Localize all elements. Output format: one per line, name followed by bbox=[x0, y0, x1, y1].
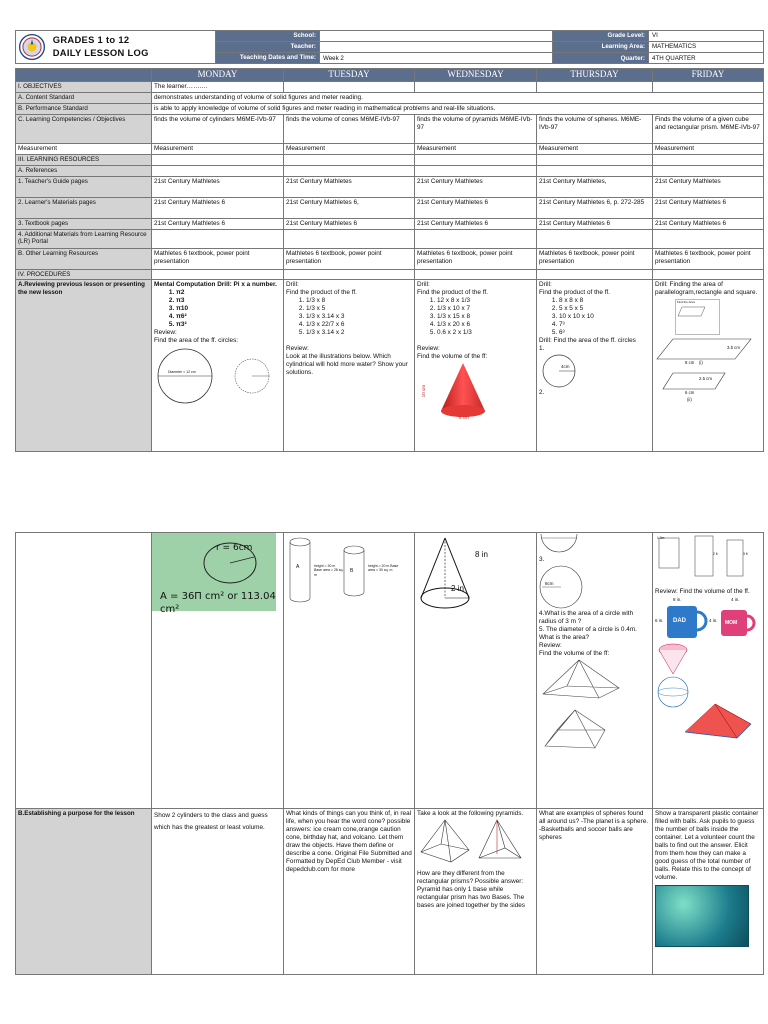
area-value: MATHEMATICS bbox=[649, 42, 764, 53]
mon-area-cell bbox=[152, 533, 284, 809]
tue-drill: Drill: bbox=[286, 281, 299, 289]
wed-cone-cell bbox=[415, 533, 537, 809]
lm-label: 2. Learner's Materials pages bbox=[16, 197, 152, 218]
lesson-log-page-1 bbox=[15, 30, 763, 452]
list-item: 4. 7³ bbox=[559, 321, 650, 329]
area-formula: A = 36Π cm² or 113.04 cm² bbox=[160, 591, 276, 615]
list-item: 5. 6³ bbox=[559, 329, 650, 337]
thu-drill2: Drill: Find the area of the ff. circles bbox=[539, 337, 636, 345]
fri-purpose: Show a transparent plastic container filled with balls. Ask pupils to guess the number of balls inside the container. Let a volunteer count the balls to find out the answer. Elicit from them how they can make a good guess of the total number of balls. Relate this to the concept of volume. bbox=[655, 810, 759, 881]
thu-review: Review: bbox=[539, 642, 562, 649]
area-worksheet bbox=[675, 299, 720, 335]
mon-circles bbox=[154, 345, 281, 407]
thu-circle-1 bbox=[539, 353, 650, 389]
list-item: 1. 1/3 x 8 bbox=[306, 297, 412, 305]
content-std-label: A. Content Standard bbox=[16, 93, 152, 104]
wed-purpose1: Take a look at the following pyramids. bbox=[417, 810, 524, 817]
tue-review-text: Look at the illustrations below. Which cylindrical will hold more water? Show your solutions. bbox=[286, 353, 408, 377]
rectangles-icon bbox=[655, 534, 763, 588]
wed-purpose-cell bbox=[415, 809, 537, 975]
quarter-value: 4TH QUARTER bbox=[649, 53, 764, 64]
circle-icon bbox=[539, 353, 579, 389]
lesson-table-continued bbox=[15, 532, 764, 975]
references-label: A. References bbox=[16, 165, 152, 176]
thu-circles-cell bbox=[537, 533, 653, 809]
thu-n1: 1. bbox=[539, 345, 545, 353]
thu-review-cell bbox=[537, 280, 653, 452]
circles-figure bbox=[154, 345, 274, 407]
wed-review: Review: bbox=[417, 345, 440, 353]
wed-review-cell bbox=[415, 280, 537, 452]
list-item: 2. 1/3 x 5 bbox=[306, 305, 412, 313]
radius-note: r = 6cm bbox=[216, 543, 253, 553]
circle3-radius: 8cm bbox=[545, 581, 554, 586]
content-std-value: demonstrates understanding of volume of solid figures and meter reading. bbox=[152, 93, 764, 104]
day-wednesday: WEDNESDAY bbox=[415, 69, 537, 82]
tue-cylinder-cell bbox=[284, 533, 415, 809]
measurement-wed: Measurement bbox=[415, 144, 537, 155]
grade-value: VI bbox=[649, 31, 764, 42]
other-wed: Mathletes 6 textbook, power point presentation bbox=[415, 248, 537, 269]
cylinder-b-info: height = 20 m Base area = 30 sq. m bbox=[368, 564, 399, 573]
cylinder-a-label: A bbox=[296, 564, 300, 570]
teacher-value bbox=[320, 42, 553, 53]
list-item: 1. 8 x 8 x 8 bbox=[559, 297, 650, 305]
quarter-label: Quarter: bbox=[553, 53, 649, 64]
rect2-dim: 2 ft bbox=[713, 552, 718, 556]
comp-thu: finds the volume of spheres. M6ME-IVb-97 bbox=[537, 115, 653, 144]
tb-thu: 21st Century Mathletes 6 bbox=[537, 218, 653, 229]
circle-label: Diameter = 12 cm bbox=[168, 370, 196, 375]
list-item: 5. π3² bbox=[176, 321, 281, 329]
thu-drill-text: Find the product of the ff. bbox=[539, 289, 610, 297]
grade-label: Grade Level: bbox=[553, 31, 649, 42]
other-fri: Mathletes 6 textbook, power point presentation bbox=[653, 248, 764, 269]
thu-n3: 3. bbox=[539, 556, 545, 563]
mon-review-text: Find the area of the ff. circles: bbox=[154, 337, 239, 345]
comp-wed: finds the volume of pyramids M6ME-IVb-97 bbox=[415, 115, 537, 144]
comp-tue: finds the volume of cones M6ME-IVb-97 bbox=[284, 115, 415, 144]
list-item: 2. π3 bbox=[176, 297, 281, 305]
pyramids-icon bbox=[539, 658, 647, 754]
circle-radius: 4cm bbox=[561, 364, 570, 370]
measurement-thu: Measurement bbox=[537, 144, 653, 155]
red-cone-figure bbox=[421, 361, 534, 423]
objectives-label: I. OBJECTIVES bbox=[16, 82, 152, 93]
tg-wed: 21st Century Mathletes bbox=[415, 176, 537, 197]
day-monday: MONDAY bbox=[152, 69, 284, 82]
circle-icon bbox=[539, 564, 585, 610]
fri-drill: Drill: Finding the area of parallelogram,rectangle and square. bbox=[655, 281, 758, 297]
procedures-label: IV. PROCEDURES bbox=[16, 269, 152, 280]
mug2-height: 4 in. bbox=[709, 618, 718, 623]
para2-tag: (ii) bbox=[687, 397, 692, 403]
thu-drill: Drill: bbox=[539, 281, 552, 289]
review-label: A.Reviewing previous lesson or presenting the new lesson bbox=[16, 280, 152, 452]
solids-icon bbox=[655, 640, 763, 740]
dates-value: Week 2 bbox=[320, 53, 553, 64]
fri-review: Review: Find the volume of the ff. bbox=[655, 588, 750, 595]
tg-label: 1. Teacher's Guide pages bbox=[16, 176, 152, 197]
lm-tue: 21st Century Mathletes 6, bbox=[284, 197, 415, 218]
thu-q5: 5. The diameter of a circle is 0.4m. What is the area? bbox=[539, 626, 637, 641]
lm-thu: 21st Century Mathletes 6, p. 272-285 bbox=[537, 197, 653, 218]
school-label: School: bbox=[216, 31, 320, 42]
empty-left-cell bbox=[16, 533, 152, 809]
list-item: 5. 1/3 x 3.14 x 2 bbox=[306, 329, 412, 337]
mug2-width: 4 in. bbox=[731, 597, 740, 602]
fri-review2-cell bbox=[653, 533, 764, 809]
measurement-tue: Measurement bbox=[284, 144, 415, 155]
rect1-dim: 1.3m bbox=[657, 536, 665, 540]
cone2-radius: 2 in bbox=[451, 584, 464, 593]
rect3-dim: 3 ft bbox=[743, 552, 748, 556]
mon-review: Review: bbox=[154, 329, 177, 337]
mug1-label: DAD bbox=[673, 618, 686, 624]
cone-height: 10 cm bbox=[421, 385, 426, 398]
tue-drill-text: Find the product of the ff. bbox=[286, 289, 357, 297]
tg-tue: 21st Century Mathletes bbox=[284, 176, 415, 197]
list-item: 3. 10 x 10 x 10 bbox=[559, 313, 650, 321]
deped-seal-icon bbox=[19, 34, 45, 60]
container-photo bbox=[655, 885, 749, 947]
tue-review-cell bbox=[284, 280, 415, 452]
list-item: 3. 1/3 x 3.14 x 3 bbox=[306, 313, 412, 321]
tb-mon: 21st Century Mathletes 6 bbox=[152, 218, 284, 229]
list-item: 1. π2 bbox=[176, 289, 281, 297]
perf-std-label: B. Performance Standard bbox=[16, 104, 152, 115]
para1-base: 8 cm bbox=[685, 360, 695, 366]
other-label: B. Other Learning Resources bbox=[16, 248, 152, 269]
list-item: 3. π10 bbox=[176, 305, 281, 313]
area-label: Learning Area: bbox=[553, 42, 649, 53]
list-item: 1. 12 x 8 x 1/3 bbox=[437, 297, 534, 305]
wed-purpose2: How are they different from the rectangular prisms? Possible answer: Pyramid has only 1 base while rectangular prism has two Bases. The bases are joined together by the sides bbox=[417, 870, 526, 909]
purpose-label: B.Establishing a purpose for the lesson bbox=[16, 809, 152, 975]
other-mon: Mathletes 6 textbook, power point presentation bbox=[152, 248, 284, 269]
school-value bbox=[320, 31, 553, 42]
wed-review-text: Find the volume of the ff: bbox=[417, 353, 488, 361]
rectangles-figure bbox=[655, 534, 761, 588]
corner-cell bbox=[16, 69, 152, 82]
thu-review-text: Find the volume of the ff: bbox=[539, 650, 610, 657]
thu-circle-3 bbox=[539, 564, 650, 610]
pyramids-outline-icon bbox=[417, 818, 537, 870]
list-item: 4. 1/3 x 20 x 6 bbox=[437, 321, 534, 329]
objectives-value: The learner………. bbox=[152, 82, 284, 93]
thu-q4: 4.What is the area of a circle with radius of 3 m ? bbox=[539, 610, 634, 625]
area-photo bbox=[152, 533, 276, 615]
other-thu: Mathletes 6 textbook, power point presentation bbox=[537, 248, 653, 269]
header-table bbox=[15, 30, 764, 64]
fri-review-cell bbox=[653, 280, 764, 452]
cone2-height: 8 in bbox=[475, 550, 488, 559]
circle-icon bbox=[539, 534, 579, 556]
wed-drill: Drill: bbox=[417, 281, 430, 289]
para2-base: 6 cm bbox=[685, 390, 695, 396]
parallelograms-figure bbox=[655, 337, 763, 397]
cylinder-a-info: height = 30 m Base area = 28 sq. m bbox=[314, 564, 344, 577]
list-item: 2. 5 x 5 x 5 bbox=[559, 305, 650, 313]
dates-label: Teaching Dates and Time: bbox=[216, 53, 320, 64]
mug1-width: 8 in. bbox=[673, 597, 682, 602]
day-tuesday: TUESDAY bbox=[284, 69, 415, 82]
thu-purpose: What are examples of spheres found all around us? -The planet is a sphere. -Basketballs and soccer balls are spheres bbox=[537, 809, 653, 975]
competencies-label: C. Learning Competencies / Objectives bbox=[16, 115, 152, 144]
add-label: 4. Additional Materials from Learning Resource (LR) Portal bbox=[16, 229, 152, 248]
title-line1: GRADES 1 to 12 bbox=[52, 34, 130, 46]
tb-label: 3. Textbook pages bbox=[16, 218, 152, 229]
tg-mon: 21st Century Mathletes bbox=[152, 176, 284, 197]
lm-wed: 21st Century Mathletes 6 bbox=[415, 197, 537, 218]
comp-mon: finds the volume of cylinders M6ME-IVb-97 bbox=[152, 115, 284, 144]
para1-tag: (i) bbox=[699, 360, 703, 366]
para2-height: 2.5 cm bbox=[699, 376, 712, 382]
mug2-label: MOM bbox=[725, 620, 738, 626]
parallelogram-icon bbox=[677, 305, 707, 317]
cylinders-figure bbox=[286, 534, 412, 606]
tb-tue: 21st Century Mathletes 6 bbox=[284, 218, 415, 229]
cylinder-b-label: B bbox=[350, 568, 354, 574]
wed-drill-text: Find the product of the ff. bbox=[417, 289, 488, 297]
mugs-figure bbox=[655, 596, 761, 640]
para1-height: 3.5 cm bbox=[727, 345, 740, 351]
tb-fri: 21st Century Mathletes 6 bbox=[653, 218, 764, 229]
title-line2: DAILY LESSON LOG bbox=[52, 47, 149, 58]
tg-fri: 21st Century Mathletes bbox=[653, 176, 764, 197]
teacher-label: Teacher: bbox=[216, 42, 320, 53]
thu-n2: 2. bbox=[539, 389, 545, 397]
measurement-fri: Measurement bbox=[653, 144, 764, 155]
mon-review-cell bbox=[152, 280, 284, 452]
other-tue: Mathletes 6 textbook, power point presentation bbox=[284, 248, 415, 269]
tb-wed: 21st Century Mathletes 6 bbox=[415, 218, 537, 229]
list-item: 4. 1/3 x 22/7 x 6 bbox=[306, 321, 412, 329]
fri-area-fig bbox=[655, 297, 761, 337]
list-item: 2. 1/3 x 10 x 7 bbox=[437, 305, 534, 313]
title-block bbox=[16, 31, 216, 64]
perf-std-value: is able to apply knowledge of volume of solid figures and meter reading in mathematical problems and real-life situations. bbox=[152, 104, 764, 115]
lm-fri: 21st Century Mathletes 6 bbox=[653, 197, 764, 218]
fri-purpose-cell bbox=[653, 809, 764, 975]
measurement-label: Measurement bbox=[16, 144, 152, 155]
lesson-log-page-2 bbox=[15, 532, 763, 975]
mug1-height: 6 in. bbox=[655, 618, 664, 623]
cone-diameter: 8 cm bbox=[459, 415, 469, 421]
cone-sketch bbox=[417, 534, 534, 614]
mon-purpose: Show 2 cylinders to the class and guess which has the greatest or least volume. bbox=[152, 809, 284, 975]
resources-label: III. LEARNING RESOURCES bbox=[16, 155, 152, 166]
list-item: 5. 0.6 x 2 x 1/3 bbox=[437, 329, 534, 337]
mon-drill-title: Mental Computation Drill: Pi x a number. bbox=[154, 281, 277, 289]
list-item: 3. 1/3 x 15 x 8 bbox=[437, 313, 534, 321]
day-friday: FRIDAY bbox=[653, 69, 764, 82]
tue-purpose: What kinds of things can you think of, in real life, when you hear the word cone? possible answers: ice cream cone,orange caution cone, birthday hat, and volcano. Let them draw the objects. Have them define or describe a cone. Original File Submitted and Formatted by DepEd Club Member - visit depedclub.com for more bbox=[284, 809, 415, 975]
day-thursday: THURSDAY bbox=[537, 69, 653, 82]
tue-review: Review: bbox=[286, 345, 309, 353]
comp-fri: Finds the volume of a given cube and rectangular prism. M6ME-IVb-97 bbox=[653, 115, 764, 144]
lesson-table bbox=[15, 68, 764, 452]
find-area-title: Find the Area bbox=[677, 300, 695, 305]
list-item: 4. π6² bbox=[176, 313, 281, 321]
lm-mon: 21st Century Mathletes 6 bbox=[152, 197, 284, 218]
measurement-mon: Measurement bbox=[152, 144, 284, 155]
fri-parallelograms bbox=[655, 337, 761, 397]
cone-outline-icon bbox=[417, 534, 507, 614]
tg-thu: 21st Century Mathletes, bbox=[537, 176, 653, 197]
cone-icon bbox=[433, 361, 493, 421]
